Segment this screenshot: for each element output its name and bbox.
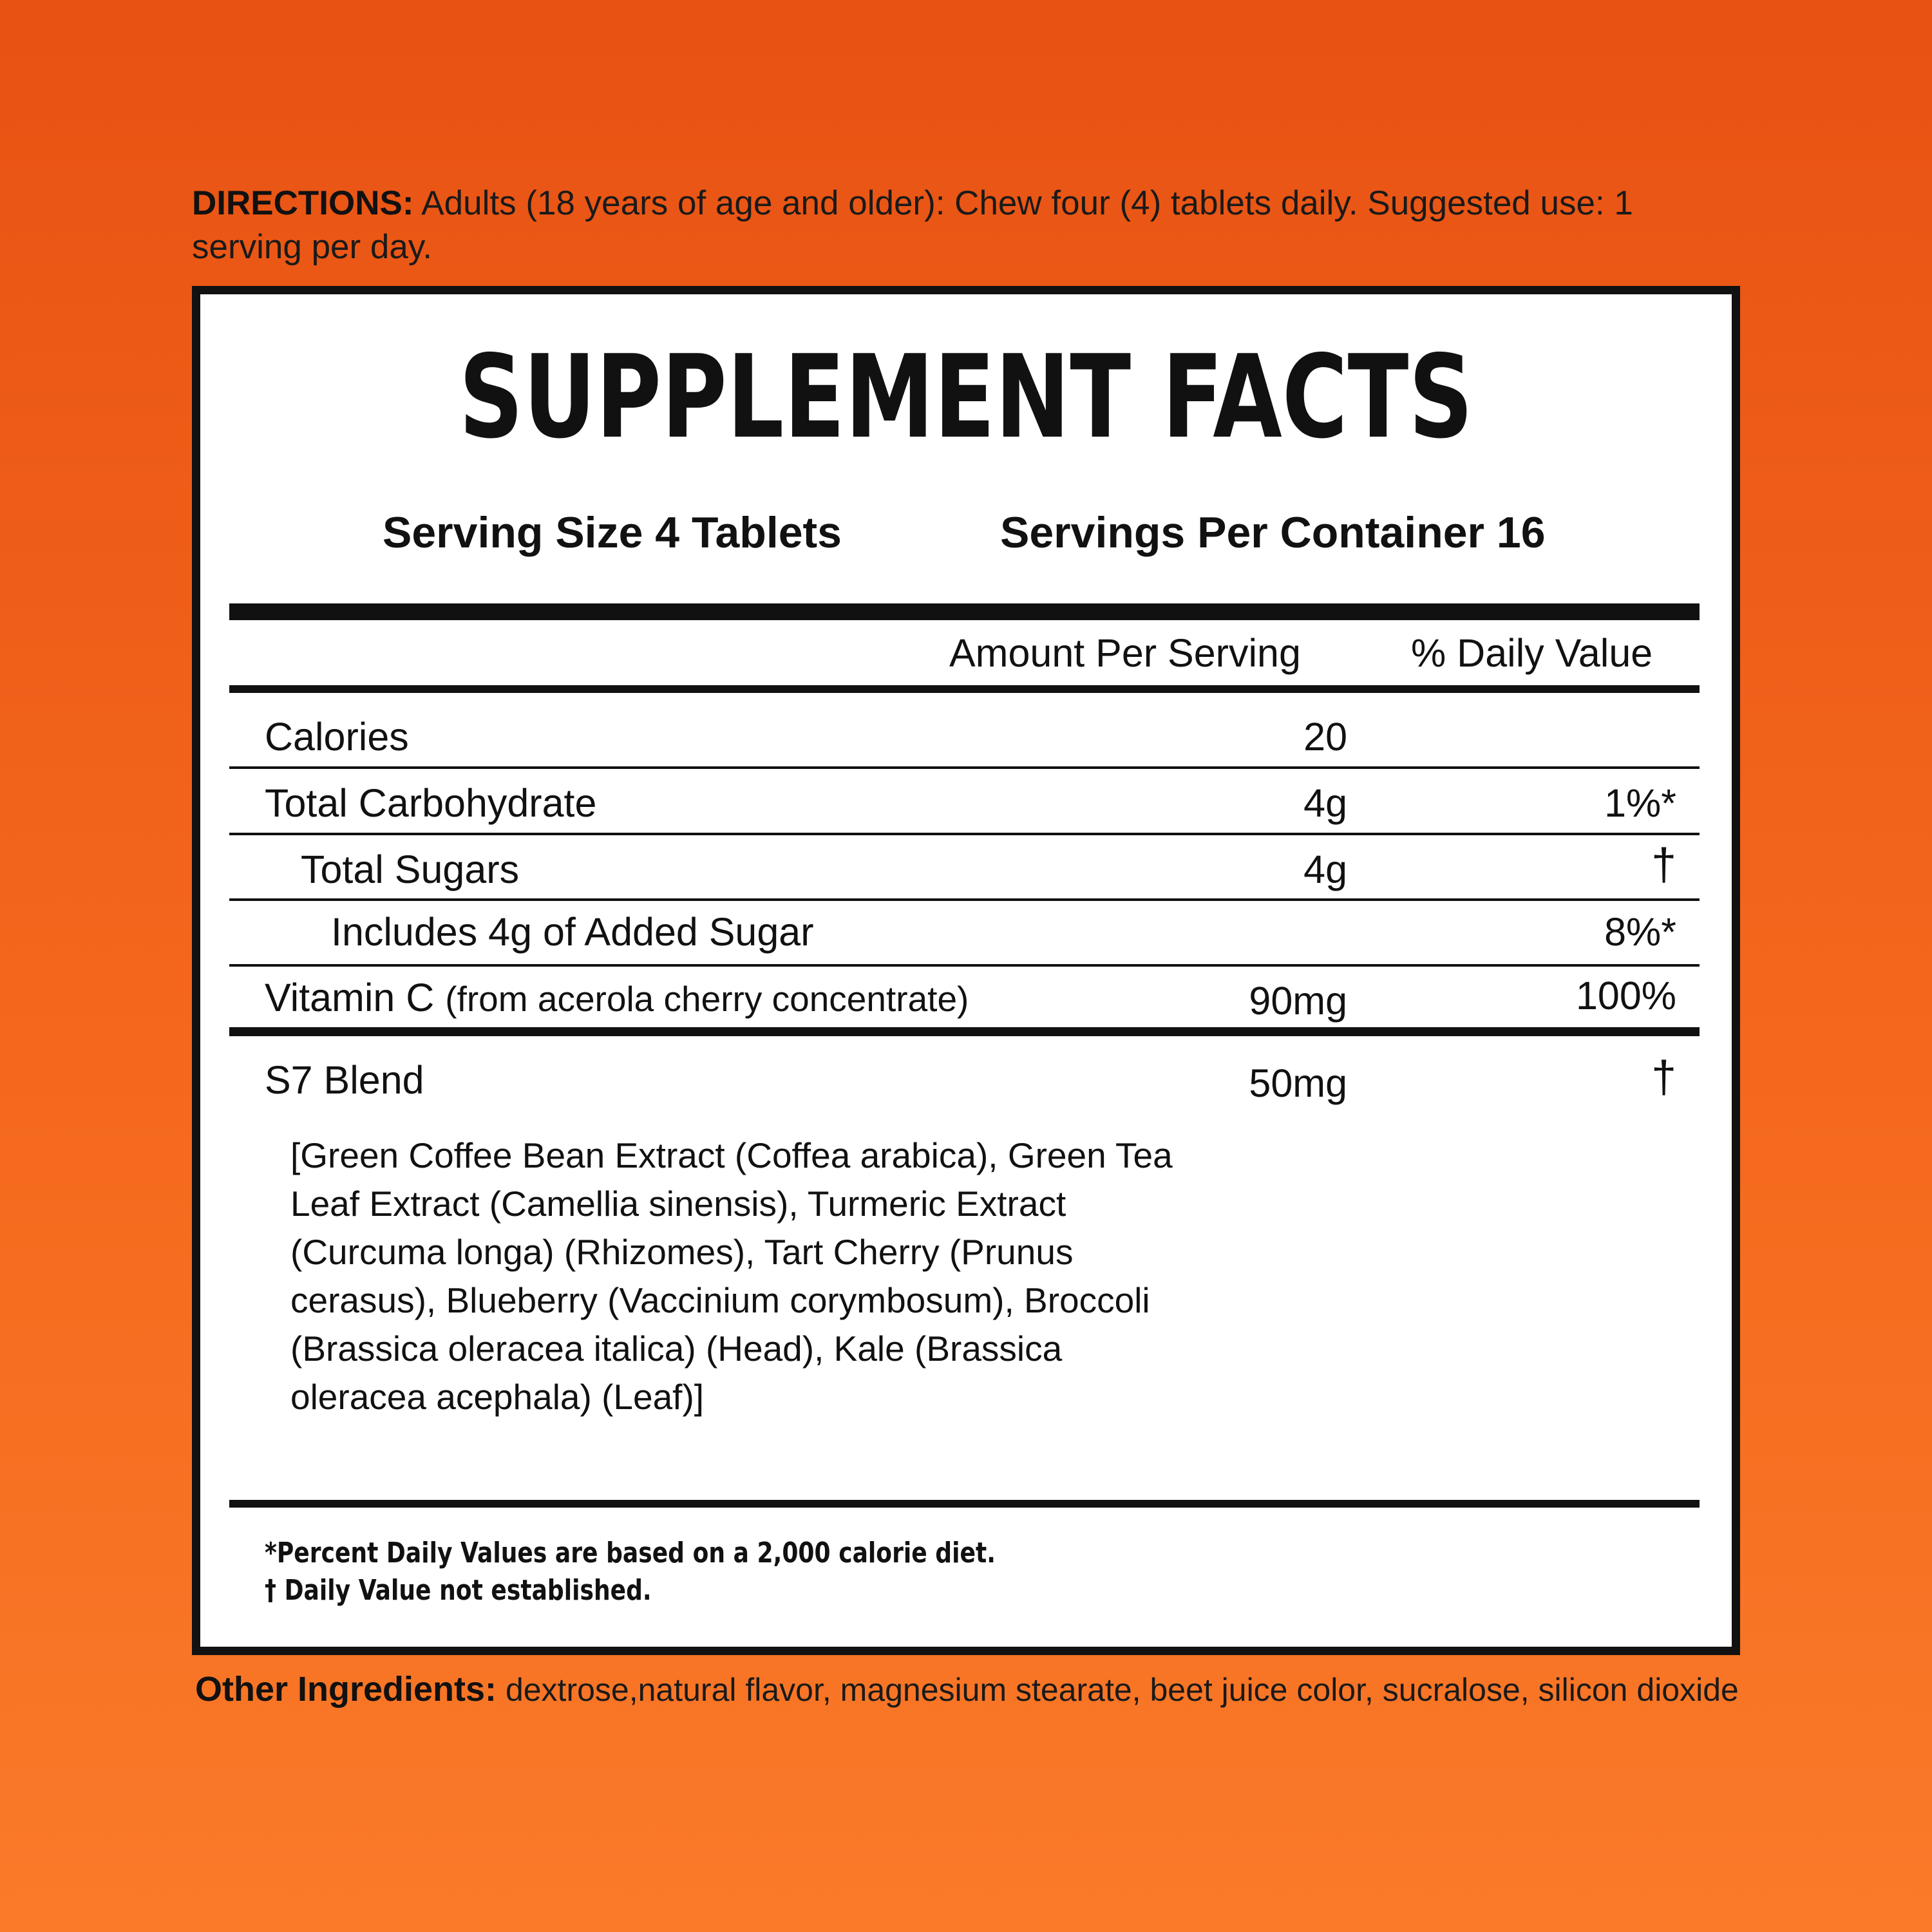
other-ingredients [195,1662,1741,1718]
divider-calories [229,766,1700,769]
servings-per-container: Servings Per Container 16 [1000,508,1546,557]
row-vitamin-c-amount: 90mg [1249,979,1347,1023]
row-sugars-name: Total Sugars [301,848,520,891]
row-blend-amount: 50mg [1249,1061,1347,1105]
row-carbohydrate-amount: 4g [1303,781,1347,825]
header-daily-value: % Daily Value [1411,631,1653,675]
footnote-daily-values: *Percent Daily Values are based on a 2,000 calorie diet. [265,1537,996,1569]
thick-divider-top [229,603,1700,620]
row-calories-amount: 20 [1303,715,1347,759]
directions-body: Adults (18 years of age and older): Chew four (4) tablets daily. Suggested use: 1 serving per day. [192,184,1633,266]
supplement-facts-panel [192,286,1740,1655]
footnote-dv-not-established: † Daily Value not established. [265,1574,652,1607]
divider-footnotes [229,1500,1700,1508]
row-added-sugar-dv: 8%* [1604,910,1676,954]
row-carbohydrate-name: Total Carbohydrate [265,781,597,825]
other-ingredients-body: dextrose,natural flavor, magnesium stearate, beet juice color, sucralose, silicon dioxide [497,1672,1739,1708]
row-added-sugar-name: Includes 4g of Added Sugar [331,910,814,954]
panel-title: SUPPLEMENT FACTS [459,330,1473,464]
directions-label: DIRECTIONS: [192,184,414,222]
header-amount-per-serving: Amount Per Serving [949,631,1301,675]
row-sugars-amount: 4g [1303,848,1347,891]
row-vitamin-c-dv: 100% [1575,974,1676,1018]
row-sugars-dv: † [1651,839,1676,889]
divider-added-sugar [229,964,1700,967]
blend-ingredient-list: [Green Coffee Bean Extract (Coffea arabica), Green Tea Leaf Extract (Camellia sinensis), Turmeric Extract (Curcuma longa) (Rhizomes), Tart Cherry (Prunus cerasus), Blueberry (Vaccinium corymbosum), Broccoli (Brassica oleracea italica) (Head), Kale (Brassica oleracea acephala) (Leaf)] [290,1135,1173,1417]
row-carbohydrate-dv: 1%* [1604,781,1676,825]
divider-header [229,685,1700,693]
row-vitamin-c-name [265,975,969,1021]
divider-carbohydrate [229,833,1700,835]
vitamin-c-source: (from acerola cherry concentrate) [445,979,969,1019]
directions-text [192,182,1738,269]
divider-vitamin-c [229,1027,1700,1036]
row-blend-name: S7 Blend [265,1058,424,1102]
row-blend-dv: † [1651,1052,1676,1102]
serving-size: Serving Size 4 Tablets [383,508,842,557]
divider-sugars [229,898,1700,901]
other-ingredients-label: Other Ingredients: [195,1670,497,1709]
row-calories-name: Calories [265,715,409,759]
vitamin-c-label: Vitamin C [265,976,435,1019]
